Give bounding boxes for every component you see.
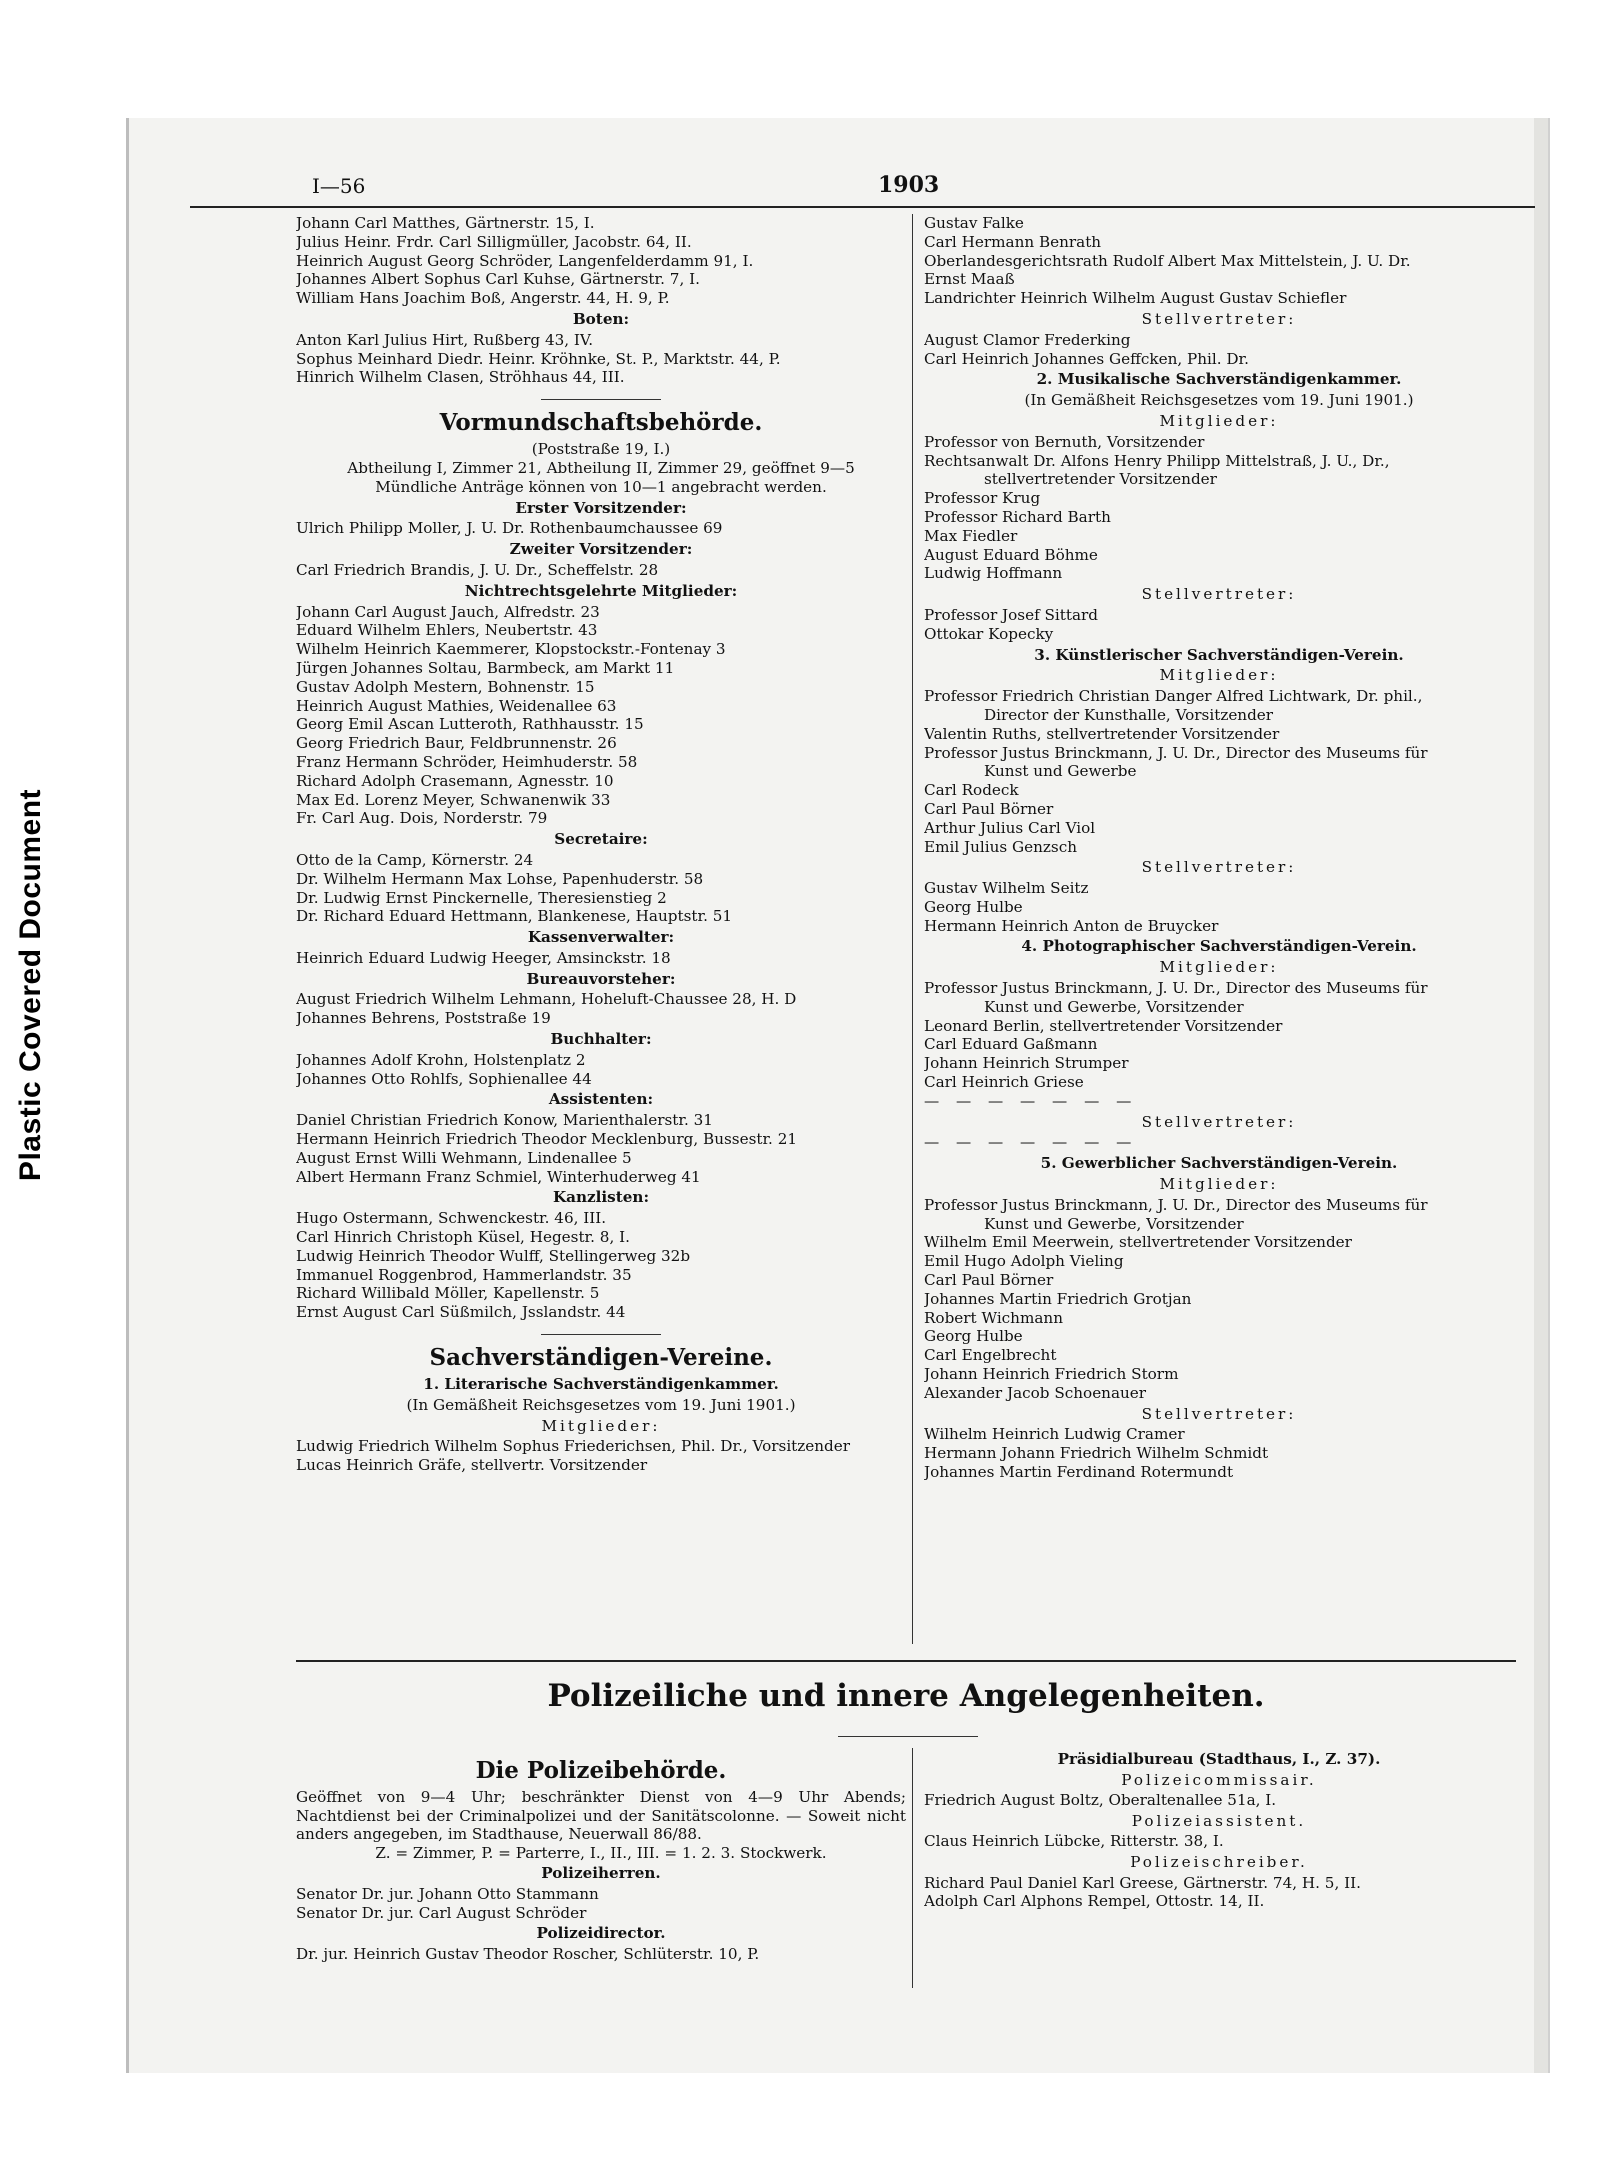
entry-line: Ludwig Friedrich Wilhelm Sophus Friederichsen, Phil. Dr., Vorsitzender [296,1437,851,1456]
subsection-heading: Polizeischreiber. [1130,1852,1308,1871]
entry-line: Lucas Heinrich Gräfe, stellvertr. Vorsitzender [296,1456,648,1475]
section-heading: Buchhalter: [550,1030,652,1049]
entry-line: Professor Krug [924,489,1041,508]
left-column [296,214,906,1475]
entry-line: Carl Heinrich Johannes Geffcken, Phil. Dr. [924,349,1249,368]
entry-line: Ottokar Kopecky [924,624,1054,643]
entry-line: Heinrich August Georg Schröder, Langenfelderdamm 91, I. [296,251,754,270]
entry-line: Julius Heinr. Frdr. Carl Silligmüller, Jacobstr. 64, II. [296,232,692,251]
lower-left-column [296,1748,906,1963]
entry-line: Friedrich August Boltz, Oberaltenallee 51a, I. [924,1791,1277,1810]
section-heading: Kanzlisten: [552,1188,650,1207]
entry-continuation: Kunst und Gewerbe, Vorsitzender [984,997,1244,1016]
entry-line: Professor Justus Brinckmann, J. U. Dr., Director des Museums für [924,979,1428,998]
entry-line: Ludwig Hoffmann [924,564,1063,583]
subsection-heading: Stellvertreter: [1141,309,1297,328]
entry-line: Wilhelm Heinrich Kaemmerer, Klopstockstr.-Fontenay 3 [296,640,726,659]
entry-line: Dr. Ludwig Ernst Pinckernelle, Theresienstieg 2 [296,888,667,907]
section-heading: 1. Literarische Sachverständigenkammer. [423,1375,779,1394]
subsection-heading: Stellvertreter: [1141,1404,1297,1423]
dash-placeholder: — — — — — — — [924,1091,1138,1110]
entry-line: Johann Carl Matthes, Gärtnerstr. 15, I. [296,214,595,232]
entry-line: Eduard Wilhelm Ehlers, Neubertstr. 43 [296,621,598,640]
entry-line: Hinrich Wilhelm Clasen, Ströhhaus 44, III. [296,368,625,387]
entry-line: Carl Engelbrecht [924,1346,1057,1365]
lower-column-divider [912,1748,913,1988]
centered-note: (In Gemäßheit Reichsgesetzes vom 19. Juni 1901.) [406,1395,796,1414]
entry-line: August Friedrich Wilhelm Lehmann, Hoheluft-Chaussee 28, H. D [296,990,797,1009]
lower-right-column [924,1748,1514,1911]
section-heading: 2. Musikalische Sachverständigenkammer. [1036,370,1402,389]
entry-line: Senator Dr. jur. Carl August Schröder [296,1903,587,1922]
entry-line: Emil Hugo Adolph Vieling [924,1252,1124,1271]
entry-line: Alexander Jacob Schoenauer [924,1383,1147,1402]
side-banner [0,725,62,1245]
entry-line: Johannes Martin Friedrich Grotjan [924,1289,1192,1308]
entry-continuation: Kunst und Gewerbe, Vorsitzender [984,1214,1244,1233]
entry-line: Johann Heinrich Strumper [924,1054,1129,1073]
section-heading: Erster Vorsitzender: [515,498,687,517]
subsection-heading: Stellvertreter: [1141,858,1297,877]
entry-line: Dr. Richard Eduard Hettmann, Blankenese, Hauptstr. 51 [296,907,733,926]
page-number: I—56 [312,174,366,198]
centered-note: (Poststraße 19, I.) [531,440,671,459]
entry-line: Valentin Ruths, stellvertretender Vorsitzender [924,724,1280,743]
entry-line: Dr. Wilhelm Hermann Max Lohse, Papenhuderstr. 58 [296,869,704,888]
section-heading: Polizeidirector. [536,1924,666,1943]
entry-line: Ludwig Heinrich Theodor Wulff, Stellingerweg 32b [296,1246,691,1265]
entry-line: Georg Hulbe [924,897,1023,916]
entry-line: Johannes Albert Sophus Carl Kuhse, Gärtnerstr. 7, I. [296,270,700,289]
entry-line: Gustav Falke [924,214,1024,232]
section-heading: Zweiter Vorsitzender: [509,540,693,559]
entry-line: Emil Julius Genzsch [924,837,1078,856]
entry-line: Adolph Carl Alphons Rempel, Ottostr. 14, II. [924,1892,1265,1911]
entry-line: Professor Josef Sittard [924,605,1099,624]
short-rule [541,399,661,400]
dash-placeholder: — — — — — — — [924,1133,1138,1152]
subsection-heading: Mitglieder: [1159,411,1279,430]
entry-line: Wilhelm Heinrich Ludwig Cramer [924,1425,1185,1444]
entry-line: Max Ed. Lorenz Meyer, Schwanenwik 33 [296,790,611,809]
short-rule [541,1334,661,1335]
page-header [190,174,1535,208]
entry-line: Wilhelm Emil Meerwein, stellvertretender Vorsitzender [924,1233,1352,1252]
centered-note: Z. = Zimmer, P. = Parterre, I., II., III. = 1. 2. 3. Stockwerk. [375,1843,827,1862]
entry-line: August Clamor Frederking [924,330,1131,349]
section-heading: Präsidialbureau (Stadthaus, I., Z. 37). [1057,1750,1381,1768]
entry-line: Georg Emil Ascan Lutteroth, Rathhausstr. 15 [296,715,644,734]
entry-line: Johann Carl August Jauch, Alfredstr. 23 [296,602,600,621]
entry-line: Carl Rodeck [924,781,1019,800]
entry-line: Landrichter Heinrich Wilhelm August Gustav Schiefler [924,289,1347,308]
entry-line: Professor von Bernuth, Vorsitzender [924,432,1205,451]
entry-line: Leonard Berlin, stellvertretender Vorsitzender [924,1016,1283,1035]
entry-line: August Ernst Willi Wehmann, Lindenallee 5 [296,1148,632,1167]
entry-line: Heinrich Eduard Ludwig Heeger, Amsinckstr. 18 [296,948,671,967]
entry-continuation: Kunst und Gewerbe [984,762,1137,781]
section-heading: Nichtrechtsgelehrte Mitglieder: [464,581,738,600]
entry-line: Georg Hulbe [924,1327,1023,1346]
right-column [924,214,1514,1482]
subsection-heading: Polizeicommissair. [1121,1770,1317,1789]
column-divider [912,214,913,1644]
section-divider [296,1660,1516,1662]
entry-line: Daniel Christian Friedrich Konow, Marienthalerstr. 31 [296,1111,713,1130]
section-heading: 3. Künstlerischer Sachverständigen-Verein. [1034,645,1404,664]
section-title: Polizeiliche und innere Angelegenheiten. [547,1678,1265,1714]
entry-line: Claus Heinrich Lübcke, Ritterstr. 38, I. [924,1832,1224,1851]
entry-line: Professor Friedrich Christian Danger Alfred Lichtwark, Dr. phil., [924,687,1423,706]
entry-line: Johannes Behrens, Poststraße 19 [296,1009,551,1028]
entry-line: Ernst Maaß [924,270,1015,289]
title-underline [838,1736,978,1737]
entry-line: Max Fiedler [924,526,1018,545]
section-heading: Kassenverwalter: [527,928,675,947]
entry-line: Carl Hinrich Christoph Küsel, Hegestr. 8, I. [296,1228,630,1247]
section-heading: Bureauvorsteher: [526,969,676,988]
centered-note: Mündliche Anträge können von 10—1 angebracht werden. [375,477,827,496]
entry-line: William Hans Joachim Boß, Angerstr. 44, H. 9, P. [296,289,670,308]
entry-line: Georg Friedrich Baur, Feldbrunnenstr. 26 [296,734,617,753]
major-heading: Die Polizeibehörde. [475,1757,727,1784]
section-heading: Assistenten: [548,1090,654,1109]
entry-line: Carl Hermann Benrath [924,232,1102,251]
entry-continuation: stellvertretender Vorsitzender [984,470,1217,489]
entry-line: Gustav Adolph Mestern, Bohnenstr. 15 [296,677,595,696]
entry-line: Rechtsanwalt Dr. Alfons Henry Philipp Mittelstraß, J. U., Dr., [924,451,1390,470]
entry-line: Johannes Adolf Krohn, Holstenplatz 2 [296,1050,586,1069]
subsection-heading: Mitglieder: [1159,1175,1279,1194]
subsection-heading: Stellvertreter: [1141,1112,1297,1131]
section-heading: 5. Gewerblicher Sachverständigen-Verein. [1040,1154,1398,1173]
subsection-heading: Mitglieder: [1159,666,1279,685]
side-banner-text: Plastic Covered Document [14,788,47,1182]
entry-line: Carl Heinrich Griese [924,1073,1084,1092]
subsection-heading: Stellvertreter: [1141,585,1297,604]
entry-line: Oberlandesgerichtsrath Rudolf Albert Max Mittelstein, J. U. Dr. [924,251,1411,270]
entry-line: Fr. Carl Aug. Dois, Norderstr. 79 [296,809,548,828]
entry-line: Hugo Ostermann, Schwenckestr. 46, III. [296,1209,607,1228]
entry-line: Hermann Johann Friedrich Wilhelm Schmidt [924,1444,1269,1463]
entry-line: Johannes Otto Rohlfs, Sophienallee 44 [296,1069,592,1088]
entry-continuation: Director der Kunsthalle, Vorsitzender [984,705,1274,724]
subsection-heading: Polizeiassistent. [1131,1811,1307,1830]
entry-line: Dr. jur. Heinrich Gustav Theodor Roscher, Schlüterstr. 10, P. [296,1944,760,1963]
subsection-heading: Mitglieder: [1159,958,1279,977]
entry-line: Anton Karl Julius Hirt, Rußberg 43, IV. [296,330,594,349]
entry-line: Richard Adolph Crasemann, Agnesstr. 10 [296,771,614,790]
entry-line: Ulrich Philipp Moller, J. U. Dr. Rothenbaumchaussee 69 [296,519,723,538]
entry-line: Professor Richard Barth [924,507,1111,526]
entry-line: Johann Heinrich Friedrich Storm [924,1365,1179,1384]
entry-line: Ernst August Carl Süßmilch, Jsslandstr. 44 [296,1303,626,1322]
entry-line: Jürgen Johannes Soltau, Barmbeck, am Markt 11 [296,658,675,677]
entry-line: Carl Paul Börner [924,1271,1054,1290]
subsection-heading: Mitglieder: [541,1416,661,1435]
section-heading: Boten: [572,309,630,328]
centered-note: Abtheilung I, Zimmer 21, Abtheilung II, Zimmer 29, geöffnet 9—5 [347,458,855,477]
centered-note: (In Gemäßheit Reichsgesetzes vom 19. Juni 1901.) [1024,391,1414,410]
entry-line: Hermann Heinrich Friedrich Theodor Mecklenburg, Bussestr. 21 [296,1130,798,1149]
entry-line: Professor Justus Brinckmann, J. U. Dr., Director des Museums für [924,743,1428,762]
entry-line: Heinrich August Mathies, Weidenallee 63 [296,696,617,715]
entry-line: Robert Wichmann [924,1308,1063,1327]
entry-line: Richard Willibald Möller, Kapellenstr. 5 [296,1284,600,1303]
section-heading: Polizeiherren. [541,1864,661,1883]
section-heading: Secretaire: [554,830,648,849]
entry-line: Franz Hermann Schröder, Heimhuderstr. 58 [296,752,638,771]
entry-line: Albert Hermann Franz Schmiel, Winterhuderweg 41 [296,1167,701,1186]
entry-line: Carl Paul Börner [924,799,1054,818]
entry-line: Carl Eduard Gaßmann [924,1035,1098,1054]
entry-line: Immanuel Roggenbrod, Hammerlandstr. 35 [296,1265,632,1284]
entry-line: Otto de la Camp, Körnerstr. 24 [296,850,534,869]
entry-line: Johannes Martin Ferdinand Rotermundt [924,1463,1234,1481]
paragraph: Geöffnet von 9—4 Uhr; beschränkter Dienst von 4—9 Uhr Abends; Nachtdienst bei der Criminalpolizei und der Sanitätscolonne. — Soweit nicht anders angegeben, im Stadthause, Neuerwall 86/88. [296,1788,906,1844]
entry-line: Professor Justus Brinckmann, J. U. Dr., Director des Museums für [924,1195,1428,1214]
entry-line: Richard Paul Daniel Karl Greese, Gärtnerstr. 74, H. 5, II. [924,1873,1361,1892]
entry-line: Arthur Julius Carl Viol [924,818,1096,837]
major-heading: Sachverständigen-Vereine. [429,1344,773,1372]
entry-line: Hermann Heinrich Anton de Bruycker [924,916,1219,935]
page-year: 1903 [878,172,940,198]
major-heading: Vormundschaftsbehörde. [439,409,763,437]
entry-line: Sophus Meinhard Diedr. Heinr. Kröhnke, St. P., Marktstr. 44, P. [296,349,781,368]
entry-line: August Eduard Böhme [924,545,1098,564]
entry-line: Gustav Wilhelm Seitz [924,879,1089,898]
entry-line: Senator Dr. jur. Johann Otto Stammann [296,1884,599,1903]
section-heading: 4. Photographischer Sachverständigen-Verein. [1021,937,1417,956]
entry-line: Carl Friedrich Brandis, J. U. Dr., Scheffelstr. 28 [296,560,659,579]
